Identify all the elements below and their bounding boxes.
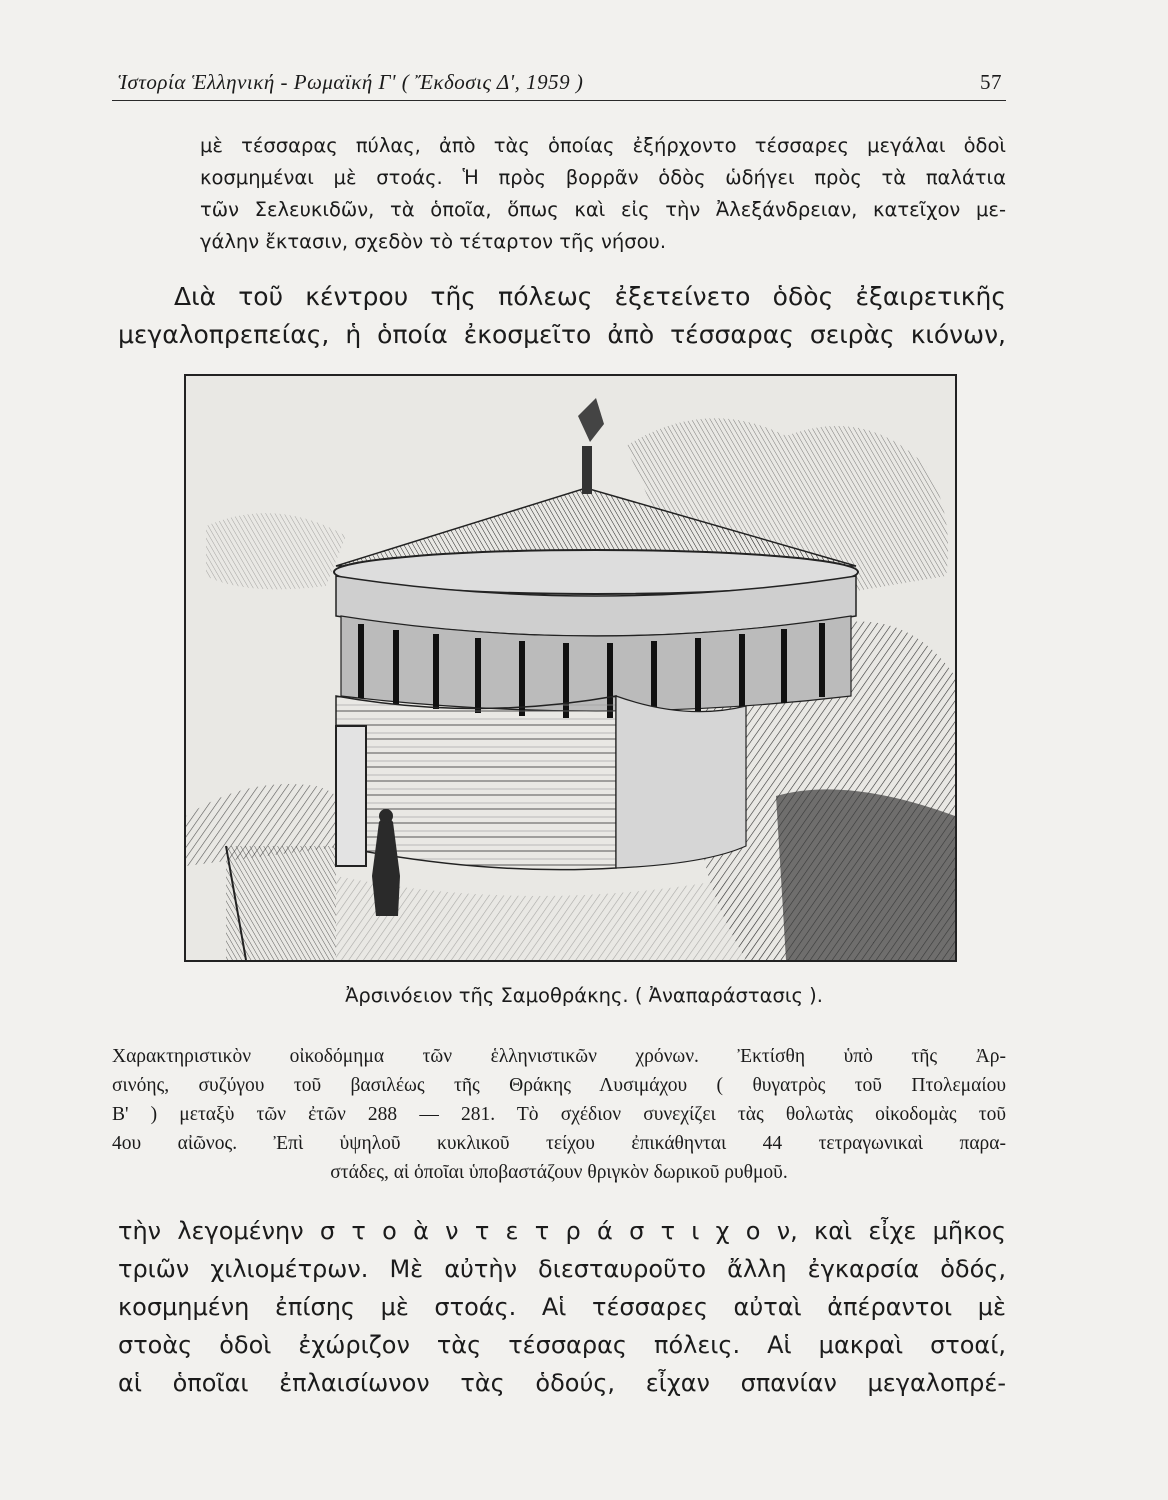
circular-wall-right <box>616 696 746 868</box>
paragraph-top <box>200 130 1006 258</box>
figure-illustration <box>184 374 957 962</box>
paragraph-line: τῶν Σελευκιδῶν, τὰ ὁποῖα, ὅπως καὶ εἰς τὴν Ἀλεξάνδρειαν, κατεῖχον με- <box>200 198 1006 221</box>
paragraph-line: μεγαλοπρεπείας, ἡ ὁποία ἐκοσμεῖτο ἀπὸ τέσσαρας σειρὰς κιόνων, <box>118 320 1006 349</box>
paragraph-line: γάλην ἔκτασιν, σχεδὸν τὸ τέταρτον τῆς νήσου. <box>200 230 667 253</box>
roof-finial <box>582 446 592 494</box>
figure-caption-title: Ἀρσινόειον τῆς Σαμοθράκης. ( Ἀναπαράστασις ). <box>345 984 823 1007</box>
rocks-right <box>776 789 955 960</box>
paragraph-main <box>118 278 1006 354</box>
paragraph-line: Διὰ τοῦ κέντρου τῆς πόλεως ἐξετείνετο ὁδὸς ἐξαιρετικῆς <box>174 282 1006 311</box>
arsinoeion-engraving <box>186 376 955 960</box>
paragraph-line: τριῶν χιλιομέτρων. Μὲ αὐτὴν διεσταυροῦτο ἄλλη ἐγκαρσία ὁδός, <box>118 1255 1006 1283</box>
figure-head <box>379 809 393 823</box>
paragraph-line: τὴν λεγομένην σ τ ο ὰ ν τ ε τ ρ ά σ τ ι χ ο ν, καὶ εἶχε μῆκος <box>118 1217 1006 1245</box>
statue-figure <box>578 398 604 442</box>
running-title: Ἱστορία Ἑλληνική - Ρωμαϊκή Γ' ( Ἔκδοσις Δ', 1959 ) <box>118 70 584 94</box>
caption-line: στάδες, αἱ ὁποῖαι ὑποβαστάζουν θριγκὸν δωρικοῦ ρυθμοῦ. <box>330 1162 788 1183</box>
paragraph-line: στοὰς ὁδοὶ ἐχώριζον τὰς τέσσαρας πόλεις. Αἱ μακραὶ στοαί, <box>118 1331 1006 1359</box>
paragraph-line: μὲ τέσσαρας πύλας, ἀπὸ τὰς ὁποίας ἐξήρχοντο τέσσαρες μεγάλαι ὁδοὶ <box>200 134 1006 157</box>
cloud-shading <box>206 513 346 589</box>
caption-line: Χαρακτηριστικὸν οἰκοδόμημα τῶν ἑλληνιστικῶν χρόνων. Ἐκτίσθη ὑπὸ τῆς Ἀρ- <box>112 1046 1006 1067</box>
paragraph-bottom <box>118 1212 1006 1402</box>
caption-line: 4ου αἰῶνος. Ἐπὶ ὑψηλοῦ κυκλικοῦ τείχου ἐπικάθηνται 44 τετραγωνικαὶ παρα- <box>112 1133 1006 1154</box>
paragraph-line: κοσμημέναι μὲ στοάς. Ἡ πρὸς βορρᾶν ὁδὸς ὡδήγει πρὸς τὰ παλάτια <box>200 166 1006 189</box>
doorway <box>336 726 366 866</box>
ground <box>336 876 786 960</box>
figure-caption <box>112 1042 1006 1187</box>
page-number: 57 <box>980 70 1002 94</box>
page-header <box>112 66 1006 101</box>
paragraph-line: αἱ ὁποῖαι ἐπλαισίωνον τὰς ὁδούς, εἶχαν σπανίαν μεγαλοπρέ- <box>118 1369 1006 1397</box>
caption-line: Β' ) μεταξὺ τῶν ἐτῶν 288 — 281. Τὸ σχέδιον συνεχίζει τὰς θολωτὰς οἰκοδομὰς τοῦ <box>112 1104 1006 1125</box>
caption-line: σινόης, συζύγου τοῦ βασιλέως τῆς Θράκης Λυσιμάχου ( θυγατρὸς τοῦ Πτολεμαίου <box>112 1075 1006 1096</box>
paragraph-line: κοσμημένη ἐπίσης μὲ στοάς. Αἱ τέσσαρες αὐταὶ ἀπέραντοι μὲ <box>118 1293 1006 1321</box>
